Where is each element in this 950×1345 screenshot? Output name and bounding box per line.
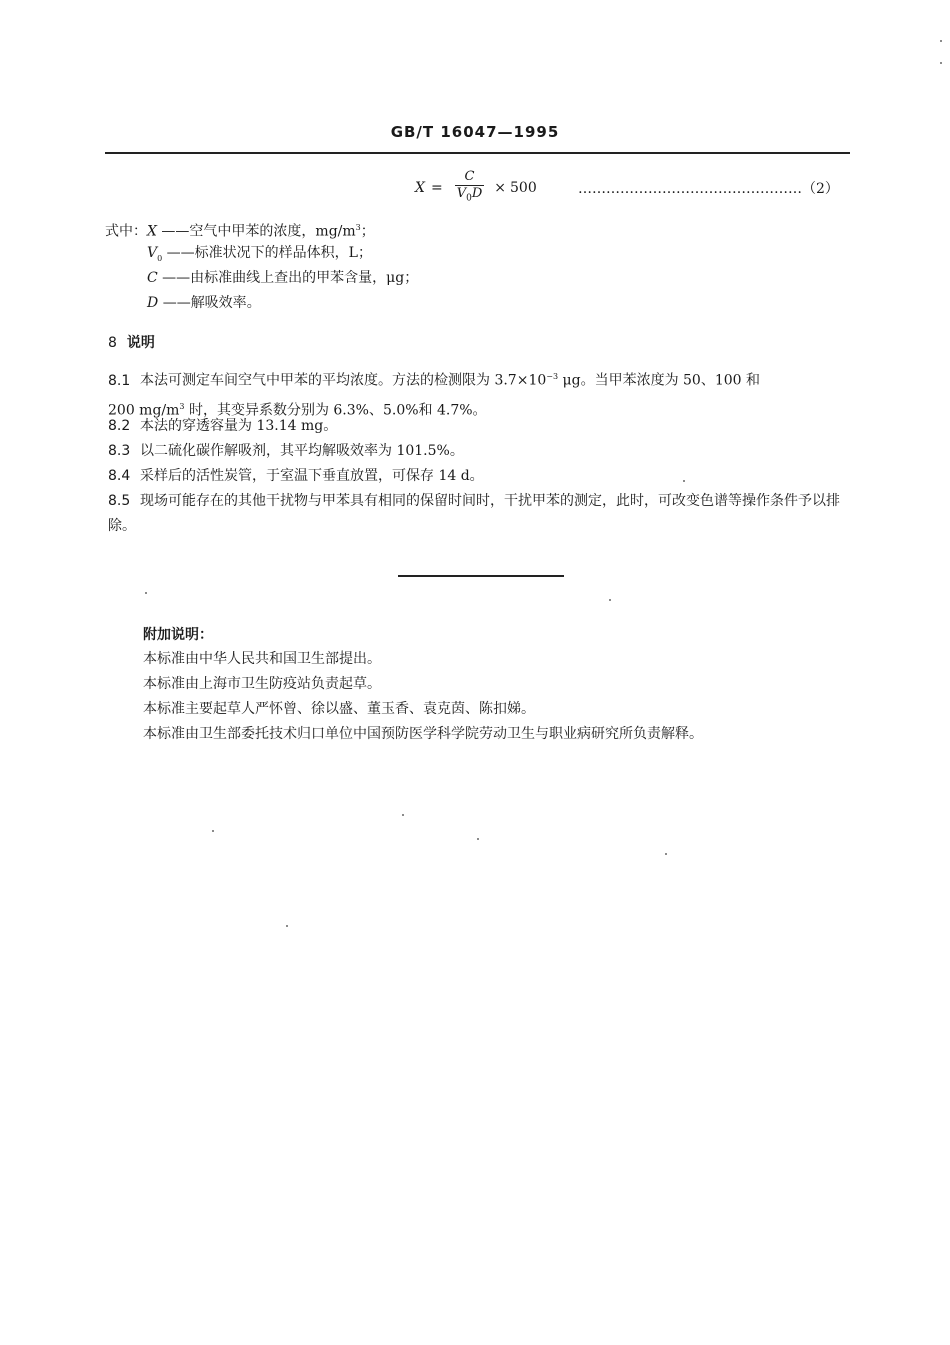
formula-fraction (455, 169, 485, 207)
section-title: 说明 (126, 335, 155, 351)
clause-text: 采样后的活性炭管，于室温下垂直放置，可保存 14 d。 (140, 468, 484, 484)
formula-lhs: X (415, 180, 425, 196)
clause-text: 本法的穿透容量为 13.14 mg。 (140, 418, 338, 434)
scan-speck (145, 592, 147, 594)
where-dash: —— (166, 245, 195, 261)
formula-2 (415, 168, 537, 208)
formula-denominator (455, 186, 485, 207)
scan-speck (683, 480, 685, 482)
scan-speck (940, 40, 942, 42)
clause-text: 本法可测定车间空气中甲苯的平均浓度。方法的检测限为 3.7×10 (140, 372, 547, 389)
clause-number: 8.4 (108, 468, 131, 484)
scan-speck (212, 830, 214, 832)
where-dash: —— (162, 295, 191, 311)
formula-equals: = (430, 180, 443, 196)
clause-8-3 (108, 439, 853, 464)
denominator-v: V (456, 186, 467, 202)
where-end: 。 (246, 295, 261, 311)
where-end: ； (357, 245, 372, 261)
clause-number: 8.1 (108, 372, 131, 389)
where-intro: 式中： (105, 223, 147, 240)
clause-8-2 (108, 414, 853, 439)
clause-8-1-line-1 (108, 364, 853, 394)
end-rule (398, 575, 564, 577)
clause-text: 时，其变异系数分别为 6.3%、5.0%和 4.7%。 (184, 402, 487, 419)
where-row-c (147, 268, 418, 288)
where-dash: —— (162, 270, 191, 286)
where-sub: 0 (157, 253, 163, 263)
where-end: ； (360, 223, 375, 240)
where-symbol: X (147, 223, 157, 240)
where-symbol: C (147, 270, 158, 286)
section-8-heading (108, 332, 155, 352)
where-row-v0 (147, 243, 372, 269)
additional-note: 本标准由中华人民共和国卫生部提出。 (143, 651, 381, 667)
clause-8-4 (108, 464, 853, 489)
formula-leader (578, 178, 839, 198)
denominator-sub: 0 (466, 193, 472, 204)
clause-8-5 (108, 489, 853, 539)
where-text: 由标准曲线上查出的甲苯含量，μg (190, 270, 405, 286)
clause-number: 8.3 (108, 443, 131, 459)
where-row-d (147, 293, 261, 313)
clause-sup: −3 (546, 372, 559, 381)
header-rule (105, 152, 850, 154)
where-text: 空气中甲苯的浓度，mg/m (189, 223, 356, 240)
where-row-x (105, 218, 375, 242)
section-number: 8 (108, 335, 117, 351)
additional-note: 本标准由上海市卫生防疫站负责起草。 (143, 676, 381, 692)
where-dash: —— (161, 223, 190, 240)
clause-number: 8.2 (108, 418, 131, 434)
clause-text: 200 mg/m (108, 402, 180, 419)
scan-speck (609, 599, 611, 601)
standard-code: GB/T 16047—1995 (390, 123, 560, 141)
formula-numerator: C (464, 169, 475, 185)
clause-sup: 3 (179, 401, 185, 411)
where-text: 解吸效率 (190, 295, 247, 311)
additional-note: 本标准主要起草人严怀曾、徐以盛、董玉香、袁克茵、陈扣娣。 (143, 701, 535, 717)
where-text: 标准状况下的样品体积，L (194, 245, 358, 261)
formula-times: × (494, 180, 506, 196)
scan-speck (402, 814, 404, 816)
denominator-d: D (471, 186, 483, 202)
formula-number: （2） (802, 181, 839, 197)
where-symbol: D (147, 295, 159, 311)
scan-speck (477, 838, 479, 840)
leader-dots: ………………………………………… (578, 181, 802, 197)
scan-speck (286, 925, 288, 927)
clause-text: 现场可能存在的其他干扰物与甲苯具有相同的保留时间时，干扰甲苯的测定，此时，可改变色谱等操作条件予以排除。 (108, 493, 840, 534)
formula-factor: 500 (510, 180, 537, 196)
where-symbol: V (147, 245, 158, 261)
scan-speck (940, 62, 942, 64)
clause-number: 8.5 (108, 493, 131, 509)
additional-notes-title: 附加说明： (143, 627, 213, 643)
where-sup: 3 (355, 223, 361, 232)
where-end: ； (404, 270, 419, 286)
clause-text: 以二硫化碳作解吸剂，其平均解吸效率为 101.5%。 (140, 443, 464, 459)
additional-note: 本标准由卫生部委托技术归口单位中国预防医学科学院劳动卫生与职业病研究所负责解释。 (143, 726, 703, 742)
scan-speck (665, 853, 667, 855)
clause-text: μg。当甲苯浓度为 50、100 和 (558, 372, 761, 389)
